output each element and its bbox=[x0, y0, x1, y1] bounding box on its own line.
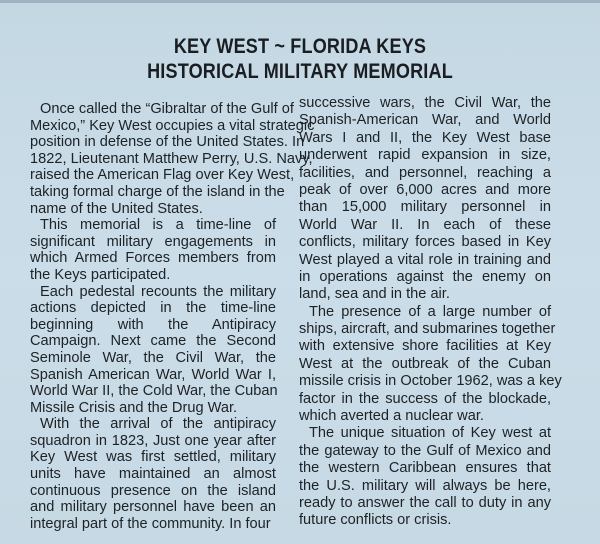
text-line: in operations against the enemy on bbox=[299, 268, 551, 285]
text-line: The unique situation of Key west at bbox=[309, 425, 551, 442]
text-line: Key West was first settled, military bbox=[30, 449, 276, 466]
text-line: land, sea and in the air. bbox=[299, 286, 450, 303]
text-line: ships, aircraft, and submarines together bbox=[299, 321, 556, 338]
paragraph bbox=[30, 217, 276, 283]
text-line: facilities, and personnel, reaching a bbox=[299, 164, 551, 181]
sign-title bbox=[42, 34, 558, 84]
text-line: than 15,000 military personnel in bbox=[299, 199, 551, 216]
text-line: position in defense of the United States. In bbox=[30, 134, 305, 151]
text-line: World War II. In each of these bbox=[299, 216, 551, 233]
right-column bbox=[299, 95, 562, 530]
paragraph bbox=[299, 303, 562, 426]
paragraph bbox=[30, 416, 276, 532]
text-line: Wars I and II, the Key West base bbox=[299, 129, 551, 146]
text-line: World War II, the Cold War, the Cuban bbox=[30, 383, 278, 400]
text-line: and military personnel have been an bbox=[30, 499, 276, 516]
text-line: Spanish-American War, and World bbox=[299, 112, 551, 129]
text-line: which Armed Forces members from bbox=[30, 250, 276, 267]
text-line: squadron in 1823, Just one year after bbox=[30, 432, 276, 449]
text-line: actions depicted in the time-line bbox=[30, 300, 276, 317]
text-line: underwent rapid expansion in size, bbox=[299, 147, 551, 164]
text-line: taking formal charge of the island in the bbox=[30, 183, 285, 200]
text-line: Campaign. Next came the Second bbox=[30, 333, 276, 350]
text-line: ready to answer the call to duty in any bbox=[299, 494, 551, 511]
text-line: West at the outbreak of the Cuban bbox=[299, 355, 551, 372]
text-line: Missile Crisis and the Drug War. bbox=[30, 399, 238, 416]
text-line: successive wars, the Civil War, the bbox=[299, 95, 551, 111]
text-line: Each pedestal recounts the military bbox=[40, 283, 276, 300]
title-line-2: HISTORICAL MILITARY MEMORIAL bbox=[147, 60, 453, 83]
text-line: with extensive shore facilities at Key bbox=[299, 338, 551, 355]
paragraph bbox=[299, 95, 551, 304]
text-line: the gateway to the Gulf of Mexico and bbox=[299, 442, 551, 459]
text-line: integral part of the community. In four bbox=[30, 515, 271, 532]
text-line: This memorial is a time-line of bbox=[40, 217, 276, 234]
text-line: conflicts, military forces based in Key bbox=[299, 234, 551, 251]
text-line: units have maintained an almost bbox=[30, 466, 276, 483]
text-line: Spanish American War, World War I, bbox=[30, 366, 276, 383]
paragraph bbox=[30, 284, 276, 417]
text-line: name of the United States. bbox=[30, 200, 203, 217]
text-line: which averted a nuclear war. bbox=[299, 408, 484, 425]
text-line: Mexico,” Key West occupies a vital strategic bbox=[30, 117, 315, 134]
text-line: significant military engagements in bbox=[30, 233, 276, 250]
text-line: The presence of a large number of bbox=[309, 303, 551, 320]
text-line: With the arrival of the antipiracy bbox=[40, 416, 276, 433]
text-line: 1822, Lieutenant Matthew Perry, U.S. Navy, bbox=[30, 150, 313, 167]
title-line-1: KEY WEST ~ FLORIDA KEYS bbox=[173, 35, 427, 58]
text-line: peak of over 6,000 acres and more bbox=[299, 181, 551, 198]
text-line: raised the American Flag over Key West, bbox=[30, 167, 295, 184]
text-line: the U.S. military will always be here, bbox=[299, 477, 551, 494]
text-line: Seminole War, the Civil War, the bbox=[30, 349, 276, 366]
text-line: Once called the “Gibraltar of the Gulf of bbox=[40, 101, 294, 117]
left-column bbox=[30, 101, 315, 532]
text-line: the western Caribbean ensures that bbox=[299, 460, 551, 477]
paragraph bbox=[299, 425, 551, 529]
text-line: West played a vital role in training and bbox=[299, 251, 551, 268]
text-line: the Keys participated. bbox=[30, 266, 171, 283]
text-line: missile crisis in October 1962, was a key bbox=[299, 373, 562, 390]
text-line: continuous presence on the island bbox=[30, 482, 276, 499]
paragraph bbox=[30, 101, 315, 217]
text-line: future conflicts or crisis. bbox=[299, 512, 452, 529]
sign-top-edge bbox=[0, 0, 600, 3]
text-line: factor in the success of the blockade, bbox=[299, 390, 551, 407]
text-line: beginning with the Antipiracy bbox=[30, 316, 276, 333]
